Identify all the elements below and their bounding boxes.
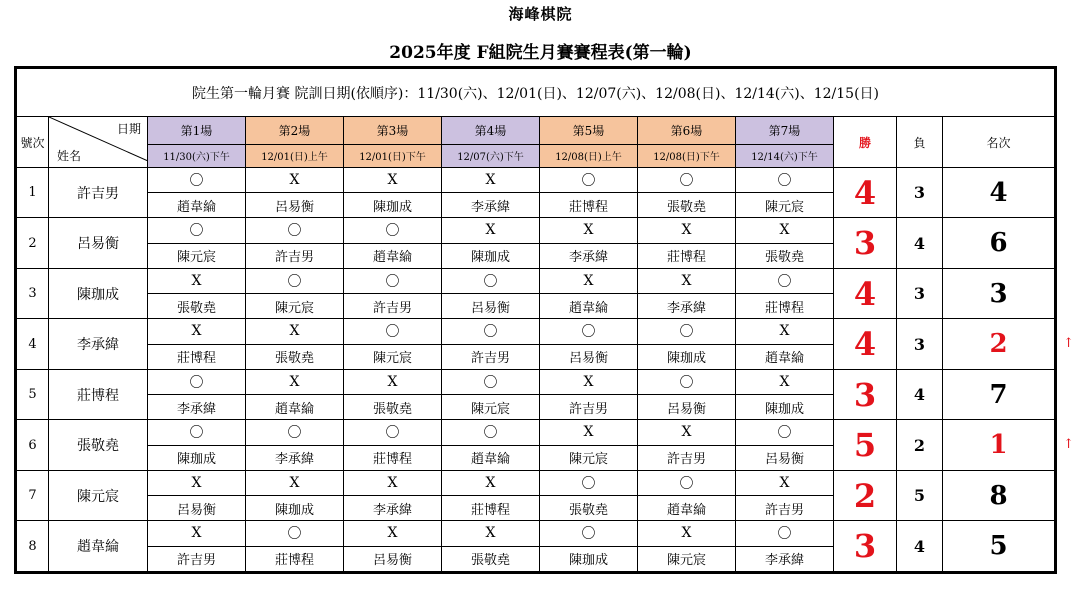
round-7-date: 12/14(六)下午: [736, 144, 834, 167]
opponent-name: 趙韋綸: [246, 395, 344, 420]
opponent-name: 許吉男: [736, 496, 834, 521]
round-7-label: 第7場: [736, 117, 834, 145]
result-mark: X: [246, 369, 344, 394]
schedule-table: [14, 66, 1057, 574]
result-mark: 〇: [344, 420, 442, 445]
player-row: [16, 420, 1056, 445]
result-mark: 〇: [246, 218, 344, 243]
opponent-name: 陳珈成: [246, 496, 344, 521]
player-number: 1: [16, 167, 49, 218]
player-number: 4: [16, 319, 49, 370]
opponent-name: 李承緯: [540, 243, 638, 268]
opponent-name: 莊博程: [246, 546, 344, 572]
result-mark: X: [638, 268, 736, 293]
rank-value: 4: [943, 167, 1056, 218]
result-mark: X: [540, 268, 638, 293]
result-mark: X: [344, 369, 442, 394]
player-number: 2: [16, 218, 49, 269]
result-mark: 〇: [148, 420, 246, 445]
date-label: 日期: [116, 122, 141, 137]
opponent-name: 許吉男: [638, 445, 736, 470]
wins-count: 5: [834, 420, 897, 471]
player-row: [16, 521, 1056, 546]
rank-value: 5: [943, 521, 1056, 573]
opponent-name: 張敬堯: [246, 344, 344, 369]
opponent-name: 張敬堯: [148, 294, 246, 319]
rank-value: 1: [943, 420, 1056, 471]
result-mark: X: [540, 218, 638, 243]
opponent-name: 許吉男: [540, 395, 638, 420]
wins-header: 勝: [834, 117, 897, 167]
losses-count: 4: [897, 369, 943, 420]
round-6-label: 第6場: [638, 117, 736, 145]
round-3-date: 12/01(日)下午: [344, 144, 442, 167]
opponent-name: 張敬堯: [344, 395, 442, 420]
name-label: 姓名: [57, 148, 82, 163]
opponent-name: 許吉男: [246, 243, 344, 268]
result-mark: 〇: [442, 319, 540, 344]
rank-value: 8: [943, 470, 1056, 521]
rank-value: 7: [943, 369, 1056, 420]
opponent-name: 趙韋綸: [344, 243, 442, 268]
result-mark: 〇: [442, 268, 540, 293]
result-mark: X: [246, 470, 344, 495]
result-mark: X: [246, 319, 344, 344]
opponent-name: 陳元宸: [148, 243, 246, 268]
opponent-name: 陳元宸: [638, 546, 736, 572]
result-mark: X: [736, 319, 834, 344]
result-mark: 〇: [736, 521, 834, 546]
opponent-name: 莊博程: [540, 193, 638, 218]
opponent-name: 呂易衡: [344, 546, 442, 572]
round-6-date: 12/08(日)下午: [638, 144, 736, 167]
result-mark: 〇: [638, 167, 736, 192]
player-row: [16, 167, 1056, 192]
opponent-name: 莊博程: [638, 243, 736, 268]
losses-count: 4: [897, 521, 943, 573]
result-mark: 〇: [344, 268, 442, 293]
round-5-date: 12/08(日)上午: [540, 144, 638, 167]
opponent-name: 呂易衡: [736, 445, 834, 470]
player-number: 3: [16, 268, 49, 319]
wins-count: 3: [834, 218, 897, 269]
player-name: 許吉男: [49, 167, 148, 218]
rank-value: 3: [943, 268, 1056, 319]
player-name: 陳元宸: [49, 470, 148, 521]
opponent-name: 陳珈成: [442, 243, 540, 268]
sheet-title: 2025年度 F組院生月賽賽程表(第一輪): [389, 43, 692, 63]
opponent-name: 陳元宸: [246, 294, 344, 319]
result-mark: X: [148, 319, 246, 344]
round-1-date: 11/30(六)下午: [148, 144, 246, 167]
result-mark: X: [442, 218, 540, 243]
player-number: 6: [16, 420, 49, 471]
opponent-name: 呂易衡: [246, 193, 344, 218]
opponent-name: 李承緯: [148, 395, 246, 420]
opponent-name: 張敬堯: [736, 243, 834, 268]
player-name: 莊博程: [49, 369, 148, 420]
player-row: [16, 319, 1056, 344]
opponent-name: 呂易衡: [442, 294, 540, 319]
rank-up-arrow-icon: ↑: [1063, 336, 1074, 352]
player-number: 5: [16, 369, 49, 420]
wins-count: 3: [834, 521, 897, 573]
player-name: 李承緯: [49, 319, 148, 370]
result-mark: X: [638, 218, 736, 243]
date-name-corner-header: [49, 117, 148, 167]
losses-count: 4: [897, 218, 943, 269]
number-header: 號次: [16, 117, 49, 167]
rank-up-arrow-icon: ↑: [1063, 437, 1074, 453]
opponent-name: 趙韋綸: [442, 445, 540, 470]
result-mark: X: [638, 420, 736, 445]
opponent-name: 陳元宸: [540, 445, 638, 470]
player-name: 張敬堯: [49, 420, 148, 471]
opponent-name: 李承緯: [442, 193, 540, 218]
losses-count: 3: [897, 167, 943, 218]
round-1-label: 第1場: [148, 117, 246, 145]
opponent-name: 陳元宸: [344, 344, 442, 369]
result-mark: 〇: [736, 420, 834, 445]
player-number: 7: [16, 470, 49, 521]
opponent-name: 莊博程: [344, 445, 442, 470]
wins-count: 4: [834, 167, 897, 218]
result-mark: 〇: [736, 167, 834, 192]
result-mark: 〇: [540, 470, 638, 495]
result-mark: 〇: [540, 167, 638, 192]
wins-count: 4: [834, 319, 897, 370]
player-number: 8: [16, 521, 49, 573]
opponent-name: 許吉男: [442, 344, 540, 369]
wins-count: 3: [834, 369, 897, 420]
losses-count: 3: [897, 319, 943, 370]
opponent-name: 陳珈成: [148, 445, 246, 470]
result-mark: X: [736, 369, 834, 394]
opponent-name: 陳元宸: [736, 193, 834, 218]
opponent-name: 李承緯: [344, 496, 442, 521]
opponent-name: 陳珈成: [344, 193, 442, 218]
wins-count: 4: [834, 268, 897, 319]
opponent-name: 陳元宸: [442, 395, 540, 420]
losses-count: 3: [897, 268, 943, 319]
opponent-name: 呂易衡: [540, 344, 638, 369]
player-row: [16, 218, 1056, 243]
result-mark: X: [148, 521, 246, 546]
player-row: [16, 268, 1056, 293]
wins-count: 2: [834, 470, 897, 521]
result-mark: X: [540, 420, 638, 445]
opponent-name: 李承緯: [638, 294, 736, 319]
opponent-name: 陳珈成: [540, 546, 638, 572]
losses-count: 2: [897, 420, 943, 471]
result-mark: X: [148, 268, 246, 293]
opponent-name: 李承緯: [246, 445, 344, 470]
round-5-label: 第5場: [540, 117, 638, 145]
rank-value: 6: [943, 218, 1056, 269]
opponent-name: 呂易衡: [638, 395, 736, 420]
result-mark: X: [736, 470, 834, 495]
result-mark: 〇: [540, 319, 638, 344]
training-dates-line: 院生第一輪月賽 院訓日期(依順序)：11/30(六)、12/01(日)、12/07(六)、12/08(日)、12/14(六)、12/15(日): [16, 68, 1056, 117]
result-mark: 〇: [246, 420, 344, 445]
result-mark: X: [736, 218, 834, 243]
player-row: [16, 470, 1056, 495]
player-name: 呂易衡: [49, 218, 148, 269]
opponent-name: 許吉男: [148, 546, 246, 572]
result-mark: 〇: [148, 218, 246, 243]
opponent-name: 趙韋綸: [148, 193, 246, 218]
opponent-name: 趙韋綸: [540, 294, 638, 319]
opponent-name: 趙韋綸: [638, 496, 736, 521]
result-mark: 〇: [148, 167, 246, 192]
losses-count: 5: [897, 470, 943, 521]
opponent-name: 張敬堯: [638, 193, 736, 218]
result-mark: 〇: [442, 369, 540, 394]
result-mark: 〇: [540, 521, 638, 546]
result-mark: X: [246, 167, 344, 192]
result-mark: 〇: [148, 369, 246, 394]
round-2-label: 第2場: [246, 117, 344, 145]
org-title: 海峰棋院: [508, 5, 573, 23]
losses-header: 負: [897, 117, 943, 167]
opponent-name: 趙韋綸: [736, 344, 834, 369]
opponent-name: 許吉男: [344, 294, 442, 319]
result-mark: 〇: [246, 268, 344, 293]
round-3-label: 第3場: [344, 117, 442, 145]
player-name: 趙韋綸: [49, 521, 148, 573]
opponent-name: 呂易衡: [148, 496, 246, 521]
result-mark: X: [442, 167, 540, 192]
result-mark: 〇: [638, 319, 736, 344]
result-mark: X: [638, 521, 736, 546]
round-4-date: 12/07(六)下午: [442, 144, 540, 167]
result-mark: 〇: [638, 369, 736, 394]
result-mark: 〇: [736, 268, 834, 293]
round-2-date: 12/01(日)上午: [246, 144, 344, 167]
opponent-name: 莊博程: [442, 496, 540, 521]
result-mark: X: [442, 470, 540, 495]
result-mark: 〇: [442, 420, 540, 445]
result-mark: 〇: [344, 218, 442, 243]
rank-header: 名次: [943, 117, 1056, 167]
opponent-name: 陳珈成: [638, 344, 736, 369]
opponent-name: 張敬堯: [540, 496, 638, 521]
opponent-name: 張敬堯: [442, 546, 540, 572]
rank-value: 2: [943, 319, 1056, 370]
result-mark: X: [148, 470, 246, 495]
player-row: [16, 369, 1056, 394]
result-mark: X: [344, 470, 442, 495]
opponent-name: 莊博程: [148, 344, 246, 369]
opponent-name: 李承緯: [736, 546, 834, 572]
result-mark: 〇: [638, 470, 736, 495]
round-4-label: 第4場: [442, 117, 540, 145]
opponent-name: 莊博程: [736, 294, 834, 319]
result-mark: X: [344, 521, 442, 546]
result-mark: X: [344, 167, 442, 192]
opponent-name: 陳珈成: [736, 395, 834, 420]
result-mark: X: [540, 369, 638, 394]
result-mark: 〇: [344, 319, 442, 344]
player-name: 陳珈成: [49, 268, 148, 319]
result-mark: X: [442, 521, 540, 546]
result-mark: 〇: [246, 521, 344, 546]
